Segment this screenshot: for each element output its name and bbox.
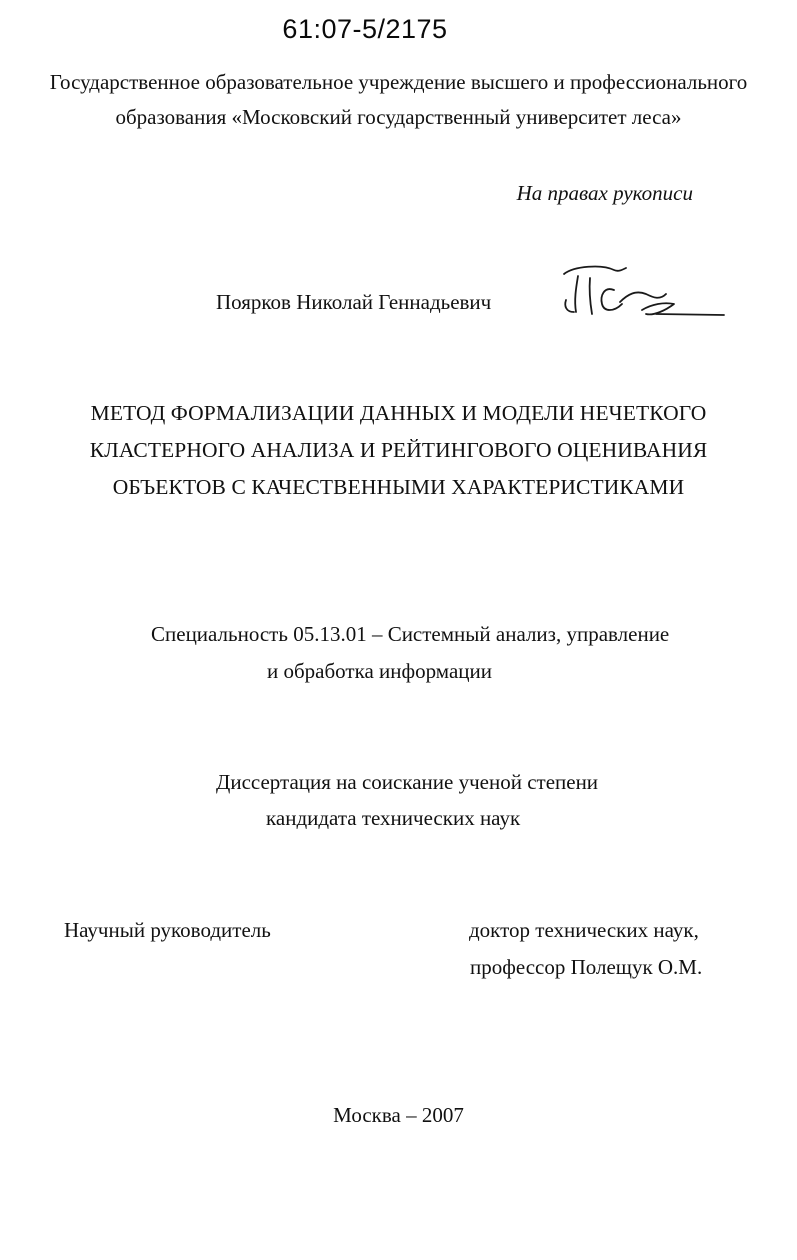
author-name: Поярков Николай Геннадьевич — [216, 290, 492, 314]
catalog-number: 61:07-5/2175 — [282, 14, 448, 44]
dissertation-title-line-2: КЛАСТЕРНОГО АНАЛИЗА И РЕЙТИНГОВОГО ОЦЕНИВАНИЯ — [89, 438, 708, 462]
dissertation-title-line-3: ОБЪЕКТОВ С КАЧЕСТВЕННЫМИ ХАРАКТЕРИСТИКАМИ — [112, 475, 685, 499]
dissertation-line-2: кандидата технических наук — [266, 806, 521, 830]
rights-note: На правах рукописи — [516, 181, 693, 205]
institution-line-1: Государственное образовательное учреждение высшего и профессионального — [49, 70, 748, 94]
dissertation-title-line-1: МЕТОД ФОРМАЛИЗАЦИИ ДАННЫХ И МОДЕЛИ НЕЧЕТКОГО — [90, 401, 707, 425]
specialty-line-1: Специальность 05.13.01 – Системный анализ, управление — [151, 622, 670, 646]
city-year: Москва – 2007 — [333, 1103, 464, 1127]
dissertation-line-1: Диссертация на соискание ученой степени — [216, 770, 599, 794]
institution-line-2: образования «Московский государственный университет леса» — [115, 105, 682, 129]
specialty-line-2: и обработка информации — [267, 659, 492, 683]
handwritten-signature — [556, 260, 728, 326]
supervisor-degree: доктор технических наук, — [469, 918, 699, 942]
supervisor-label: Научный руководитель — [64, 918, 271, 942]
supervisor-name: профессор Полещук О.М. — [470, 955, 703, 979]
